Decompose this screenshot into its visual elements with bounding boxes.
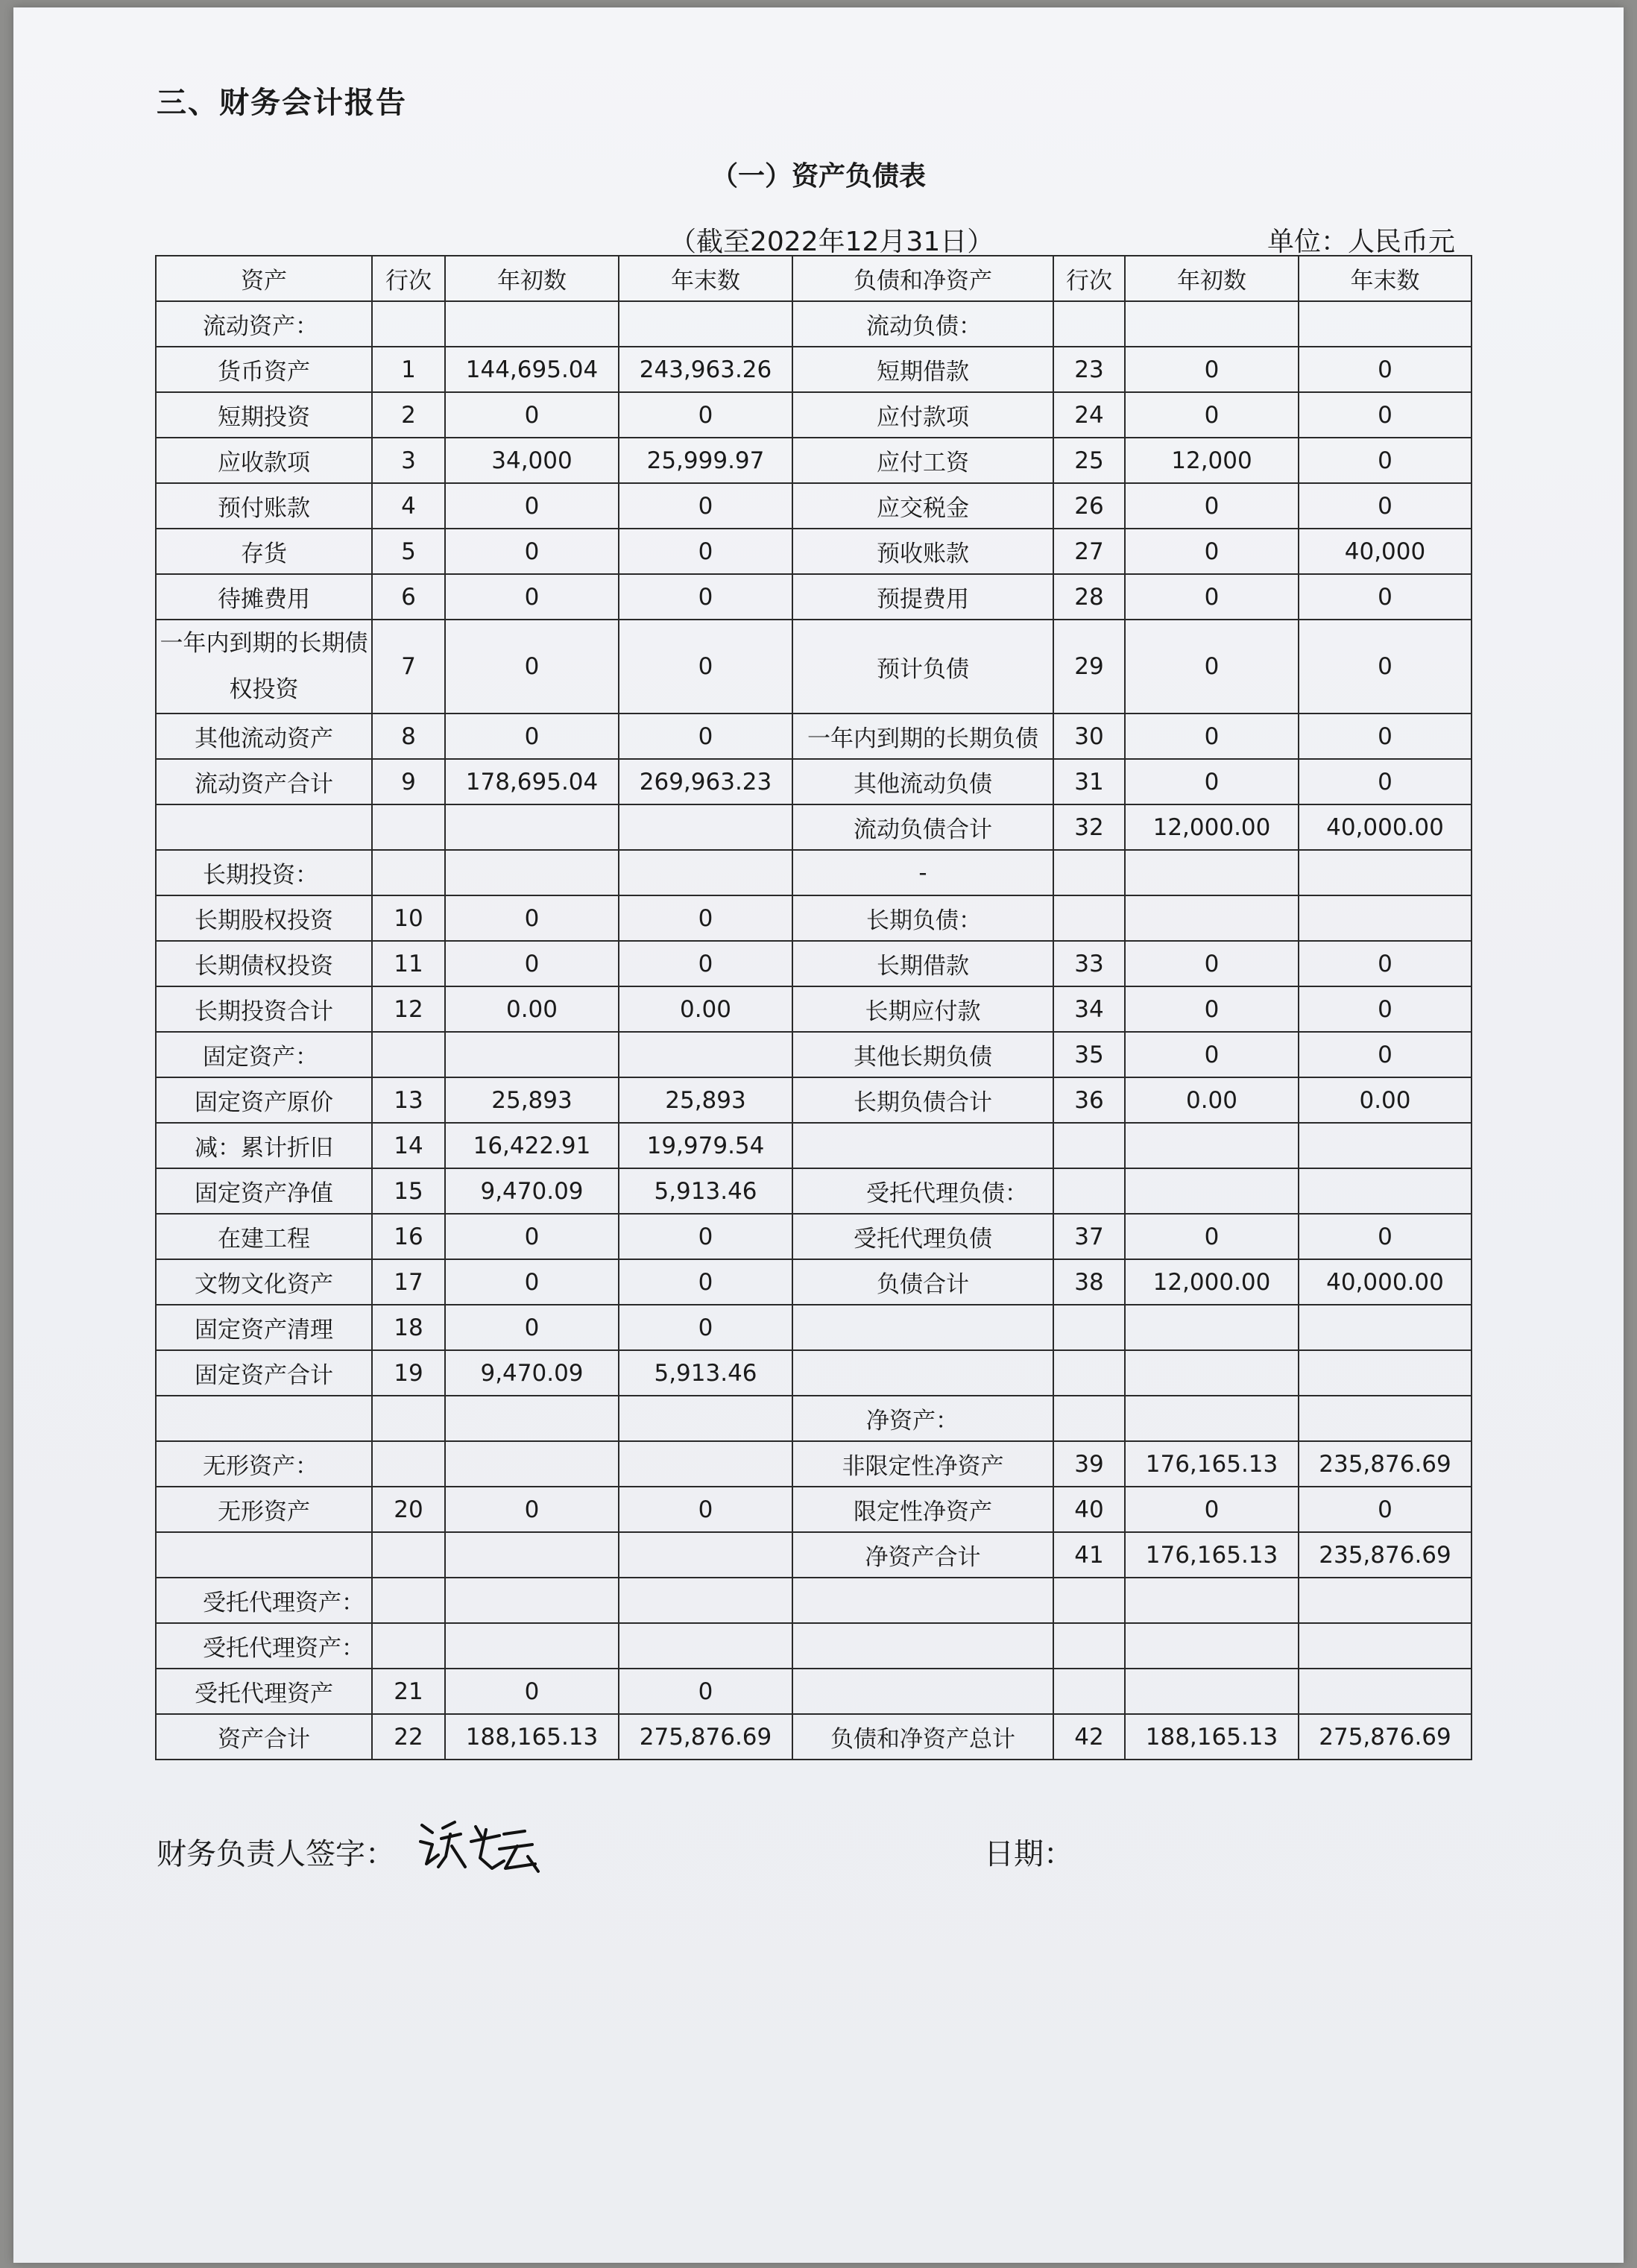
table-cell: 30 [1053, 714, 1125, 759]
table-cell: 20 [372, 1487, 445, 1532]
table-cell: 应付款项 [792, 392, 1053, 438]
table-cell: 16,422.91 [445, 1123, 619, 1168]
table-cell [1125, 1350, 1299, 1396]
table-cell: 0 [1299, 483, 1472, 529]
table-cell: 0 [445, 1259, 619, 1305]
table-cell: 固定资产合计 [156, 1350, 372, 1396]
table-cell: 0 [619, 1669, 792, 1714]
table-cell: 38 [1053, 1259, 1125, 1305]
table-cell: 0 [1299, 941, 1472, 986]
table-cell [1125, 1623, 1299, 1669]
table-cell: 36 [1053, 1077, 1125, 1123]
table-cell [1053, 301, 1125, 347]
table-cell: 0.00 [1125, 1077, 1299, 1123]
table-cell: 0 [1125, 759, 1299, 804]
table-cell: 25 [1053, 438, 1125, 483]
table-cell: 一年内到期的长期负债 [792, 714, 1053, 759]
table-cell: 受托代理负债： [792, 1168, 1053, 1214]
table-cell: 其他长期负债 [792, 1032, 1053, 1077]
table-cell: 流动负债合计 [792, 804, 1053, 850]
table-cell: 12,000.00 [1125, 804, 1299, 850]
table-cell: 12,000 [1125, 438, 1299, 483]
table-row [156, 986, 1472, 1032]
table-cell [1299, 1123, 1472, 1168]
table-cell: 0 [619, 620, 792, 714]
table-cell: 0 [1125, 986, 1299, 1032]
table-cell: 176,165.13 [1125, 1441, 1299, 1487]
table-cell [372, 1396, 445, 1441]
table-cell: 243,963.26 [619, 347, 792, 392]
table-cell: 限定性净资产 [792, 1487, 1053, 1532]
table-cell: 24 [1053, 392, 1125, 438]
table-cell [619, 1532, 792, 1578]
table-cell: 22 [372, 1714, 445, 1760]
table-cell: 固定资产： [156, 1032, 372, 1077]
table-cell [619, 1578, 792, 1623]
table-cell: 0 [619, 392, 792, 438]
table-cell: 178,695.04 [445, 759, 619, 804]
table-cell [1299, 1350, 1472, 1396]
table-cell: 40,000.00 [1299, 1259, 1472, 1305]
table-row [156, 1532, 1472, 1578]
table-cell [1125, 1578, 1299, 1623]
table-cell: 应收款项 [156, 438, 372, 483]
table-cell: 188,165.13 [1125, 1714, 1299, 1760]
table-cell: 负债合计 [792, 1259, 1053, 1305]
table-cell: 2 [372, 392, 445, 438]
table-cell: 0 [1125, 392, 1299, 438]
table-cell: 0 [1125, 941, 1299, 986]
date-label: 日期： [984, 1837, 1073, 1871]
table-cell: 33 [1053, 941, 1125, 986]
table-cell: 0 [445, 941, 619, 986]
table-cell [372, 804, 445, 850]
table-cell: 长期负债合计 [792, 1077, 1053, 1123]
table-cell: 长期借款 [792, 941, 1053, 986]
table-cell [1299, 301, 1472, 347]
currency-unit: 单位：人民币元 [1267, 227, 1455, 257]
table-cell [619, 1441, 792, 1487]
table-cell: 144,695.04 [445, 347, 619, 392]
table-cell [619, 1396, 792, 1441]
table-cell [1053, 850, 1125, 895]
table-cell [1299, 895, 1472, 941]
table-cell: 固定资产清理 [156, 1305, 372, 1350]
table-cell [445, 1396, 619, 1441]
section-title: 三、财务会计报告 [157, 86, 407, 120]
table-cell: 35 [1053, 1032, 1125, 1077]
table-cell: 短期投资 [156, 392, 372, 438]
table-cell: 在建工程 [156, 1214, 372, 1259]
table-cell [792, 1578, 1053, 1623]
table-row [156, 483, 1472, 529]
table-cell: 0 [619, 1214, 792, 1259]
table-cell: 应交税金 [792, 483, 1053, 529]
table-cell [445, 301, 619, 347]
table-cell: 受托代理资产 [156, 1669, 372, 1714]
table-cell: 0 [619, 483, 792, 529]
table-cell [372, 301, 445, 347]
table-cell: 0 [1125, 347, 1299, 392]
table-cell: 长期投资： [156, 850, 372, 895]
table-cell: 负债和净资产总计 [792, 1714, 1053, 1760]
table-cell [792, 1669, 1053, 1714]
table-cell [792, 1350, 1053, 1396]
table-cell: 6 [372, 574, 445, 620]
table-cell [1125, 1168, 1299, 1214]
table-cell: 0 [1125, 1214, 1299, 1259]
table-cell: 40,000.00 [1299, 804, 1472, 850]
table-cell: - [792, 850, 1053, 895]
table-cell [1053, 1623, 1125, 1669]
table-row [156, 392, 1472, 438]
table-cell: 5 [372, 529, 445, 574]
table-cell: 25,999.97 [619, 438, 792, 483]
table-row [156, 1123, 1472, 1168]
table-cell [445, 1532, 619, 1578]
table-cell [445, 804, 619, 850]
table-cell: 0 [619, 895, 792, 941]
table-cell: 受托代理资产： [156, 1623, 372, 1669]
table-cell: 固定资产原价 [156, 1077, 372, 1123]
table-cell [1053, 1669, 1125, 1714]
table-cell: 存货 [156, 529, 372, 574]
table-cell [619, 1032, 792, 1077]
table-cell [619, 850, 792, 895]
table-cell: 3 [372, 438, 445, 483]
table-cell: 0 [1125, 1487, 1299, 1532]
table-row [156, 714, 1472, 759]
table-cell: 0 [1299, 347, 1472, 392]
table-cell [445, 850, 619, 895]
table-cell [1053, 895, 1125, 941]
table-cell: 预计负债 [792, 620, 1053, 714]
table-cell [1125, 895, 1299, 941]
table-cell [1053, 1168, 1125, 1214]
table-cell: 13 [372, 1077, 445, 1123]
table-cell [1053, 1350, 1125, 1396]
table-cell: 10 [372, 895, 445, 941]
table-row [156, 1350, 1472, 1396]
table-cell [1125, 1123, 1299, 1168]
table-cell: 受托代理资产： [156, 1578, 372, 1623]
table-cell: 37 [1053, 1214, 1125, 1259]
table-row [156, 1214, 1472, 1259]
table-cell [1299, 1396, 1472, 1441]
table-cell [1125, 1305, 1299, 1350]
table-cell [372, 850, 445, 895]
table-cell: 0 [1125, 714, 1299, 759]
table-cell [372, 1623, 445, 1669]
table-cell [372, 1532, 445, 1578]
table-cell: 27 [1053, 529, 1125, 574]
table-row [156, 804, 1472, 850]
table-cell: 18 [372, 1305, 445, 1350]
table-cell: 长期投资合计 [156, 986, 372, 1032]
table-cell: 受托代理负债 [792, 1214, 1053, 1259]
table-cell: 0 [1125, 620, 1299, 714]
table-cell: 流动资产合计 [156, 759, 372, 804]
handwritten-signature [416, 1812, 543, 1879]
table-cell: 固定资产净值 [156, 1168, 372, 1214]
table-cell: 预提费用 [792, 574, 1053, 620]
table-cell: 34,000 [445, 438, 619, 483]
header-cell: 年末数 [619, 256, 792, 301]
table-cell: 0 [1125, 529, 1299, 574]
table-cell: 4 [372, 483, 445, 529]
table-cell: 12 [372, 986, 445, 1032]
table-cell [372, 1441, 445, 1487]
header-cell: 年初数 [1125, 256, 1299, 301]
header-cell: 行次 [1053, 256, 1125, 301]
table-cell: 文物文化资产 [156, 1259, 372, 1305]
header-cell: 年末数 [1299, 256, 1472, 301]
table-cell: 0 [1125, 1032, 1299, 1077]
table-cell: 40,000 [1299, 529, 1472, 574]
table-cell: 29 [1053, 620, 1125, 714]
table-cell: 25,893 [445, 1077, 619, 1123]
table-cell: 41 [1053, 1532, 1125, 1578]
table-cell: 34 [1053, 986, 1125, 1032]
table-cell [1053, 1123, 1125, 1168]
table-cell: 1 [372, 347, 445, 392]
table-cell: 28 [1053, 574, 1125, 620]
table-cell [156, 804, 372, 850]
table-cell: 预付账款 [156, 483, 372, 529]
table-cell [619, 301, 792, 347]
table-cell: 0 [445, 1487, 619, 1532]
table-cell: 21 [372, 1669, 445, 1714]
table-cell: 0 [1299, 759, 1472, 804]
table-cell [1299, 1168, 1472, 1214]
table-cell: 其他流动负债 [792, 759, 1053, 804]
table-cell: 5,913.46 [619, 1350, 792, 1396]
table-cell: 0.00 [619, 986, 792, 1032]
table-cell: 0 [445, 1669, 619, 1714]
table-cell: 长期债权投资 [156, 941, 372, 986]
table-title: （一）资产负债表 [710, 161, 926, 192]
table-cell: 流动负债： [792, 301, 1053, 347]
paper-sheet [13, 7, 1624, 2263]
table-cell: 0 [619, 941, 792, 986]
table-cell: 269,963.23 [619, 759, 792, 804]
table-cell [792, 1623, 1053, 1669]
table-cell: 17 [372, 1259, 445, 1305]
table-cell: 0 [1125, 574, 1299, 620]
table-cell: 预收账款 [792, 529, 1053, 574]
table-cell: 11 [372, 941, 445, 986]
table-cell: 0 [445, 529, 619, 574]
table-cell [156, 1396, 372, 1441]
table-cell: 其他流动资产 [156, 714, 372, 759]
table-cell: 275,876.69 [1299, 1714, 1472, 1760]
table-cell: 188,165.13 [445, 1714, 619, 1760]
table-cell: 39 [1053, 1441, 1125, 1487]
table-cell: 0 [619, 574, 792, 620]
table-cell: 0 [445, 1214, 619, 1259]
table-cell [445, 1441, 619, 1487]
table-cell [1299, 850, 1472, 895]
report-date: （截至2022年12月31日） [669, 227, 994, 257]
table-cell: 0 [445, 392, 619, 438]
table-cell: 资产合计 [156, 1714, 372, 1760]
table-row [156, 1259, 1472, 1305]
table-cell: 40 [1053, 1487, 1125, 1532]
table-cell: 19,979.54 [619, 1123, 792, 1168]
table-cell: 流动资产： [156, 301, 372, 347]
table-cell: 23 [1053, 347, 1125, 392]
table-row [156, 1441, 1472, 1487]
table-cell [1053, 1396, 1125, 1441]
table-cell: 0 [1299, 986, 1472, 1032]
table-cell: 0 [619, 529, 792, 574]
table-cell: 0 [1299, 392, 1472, 438]
table-cell [792, 1123, 1053, 1168]
header-cell: 年初数 [445, 256, 619, 301]
table-cell: 0 [1299, 1487, 1472, 1532]
table-cell: 0 [1299, 438, 1472, 483]
table-cell [372, 1032, 445, 1077]
table-cell: 9 [372, 759, 445, 804]
table-cell: 长期负债： [792, 895, 1053, 941]
table-cell: 0 [445, 620, 619, 714]
table-cell [1125, 1669, 1299, 1714]
table-cell: 16 [372, 1214, 445, 1259]
table-row [156, 574, 1472, 620]
table-cell: 42 [1053, 1714, 1125, 1760]
table-cell: 0 [445, 483, 619, 529]
table-cell: 9,470.09 [445, 1168, 619, 1214]
table-cell [156, 1532, 372, 1578]
table-cell: 275,876.69 [619, 1714, 792, 1760]
table-row [156, 1714, 1472, 1760]
table-row [156, 347, 1472, 392]
table-cell: 235,876.69 [1299, 1532, 1472, 1578]
table-cell [445, 1032, 619, 1077]
table-cell [1125, 1396, 1299, 1441]
table-cell: 0 [1299, 574, 1472, 620]
table-row [156, 1032, 1472, 1077]
table-row [156, 941, 1472, 986]
table-cell: 0 [445, 574, 619, 620]
table-cell [619, 1623, 792, 1669]
table-cell: 235,876.69 [1299, 1441, 1472, 1487]
table-cell: 25,893 [619, 1077, 792, 1123]
table-cell [1299, 1669, 1472, 1714]
table-cell: 26 [1053, 483, 1125, 529]
table-cell: 7 [372, 620, 445, 714]
table-cell: 减：累计折旧 [156, 1123, 372, 1168]
table-cell: 0.00 [1299, 1077, 1472, 1123]
table-cell [1299, 1305, 1472, 1350]
table-row [156, 1487, 1472, 1532]
table-cell [1125, 850, 1299, 895]
table-cell: 净资产： [792, 1396, 1053, 1441]
table-cell: 长期股权投资 [156, 895, 372, 941]
table-header-row [156, 256, 1472, 301]
table-cell: 0 [1299, 620, 1472, 714]
table-row [156, 1305, 1472, 1350]
table-cell: 14 [372, 1123, 445, 1168]
table-cell [1125, 301, 1299, 347]
table-cell: 9,470.09 [445, 1350, 619, 1396]
table-cell [1053, 1578, 1125, 1623]
table-row [156, 850, 1472, 895]
header-cell: 行次 [372, 256, 445, 301]
table-cell [1053, 1305, 1125, 1350]
table-row [156, 895, 1472, 941]
table-row [156, 529, 1472, 574]
table-cell: 非限定性净资产 [792, 1441, 1053, 1487]
table-cell: 8 [372, 714, 445, 759]
table-cell [619, 804, 792, 850]
table-cell [792, 1305, 1053, 1350]
signer-label: 财务负责人签字： [157, 1837, 395, 1871]
table-row [156, 759, 1472, 804]
table-cell: 0.00 [445, 986, 619, 1032]
table-cell: 176,165.13 [1125, 1532, 1299, 1578]
header-cell: 资产 [156, 256, 372, 301]
table-row [156, 301, 1472, 347]
table-cell: 0 [1299, 1214, 1472, 1259]
table-row [156, 1623, 1472, 1669]
table-cell: 19 [372, 1350, 445, 1396]
table-cell: 31 [1053, 759, 1125, 804]
table-cell: 0 [619, 1259, 792, 1305]
table-cell: 0 [445, 1305, 619, 1350]
table-cell: 短期借款 [792, 347, 1053, 392]
table-cell: 应付工资 [792, 438, 1053, 483]
table-row [156, 1578, 1472, 1623]
table-cell: 一年内到期的长期债权投资 [156, 620, 372, 714]
table-cell: 0 [445, 714, 619, 759]
table-row [156, 1669, 1472, 1714]
table-cell: 32 [1053, 804, 1125, 850]
table-cell [1299, 1623, 1472, 1669]
table-cell [445, 1623, 619, 1669]
table-cell: 净资产合计 [792, 1532, 1053, 1578]
table-cell: 无形资产： [156, 1441, 372, 1487]
table-cell: 无形资产 [156, 1487, 372, 1532]
table-row [156, 1168, 1472, 1214]
table-cell: 0 [1125, 483, 1299, 529]
table-cell: 5,913.46 [619, 1168, 792, 1214]
table-row [156, 1396, 1472, 1441]
table-cell [445, 1578, 619, 1623]
table-row [156, 1077, 1472, 1123]
table-cell: 0 [619, 714, 792, 759]
table-cell: 0 [619, 1305, 792, 1350]
table-cell: 12,000.00 [1125, 1259, 1299, 1305]
header-cell: 负债和净资产 [792, 256, 1053, 301]
table-row [156, 438, 1472, 483]
table-cell: 0 [1299, 714, 1472, 759]
table-row [156, 620, 1472, 714]
table-cell: 0 [619, 1487, 792, 1532]
table-cell: 15 [372, 1168, 445, 1214]
table-cell [372, 1578, 445, 1623]
table-cell: 0 [1299, 1032, 1472, 1077]
table-cell [1299, 1578, 1472, 1623]
balance-sheet-table [155, 255, 1472, 1760]
table-cell: 0 [445, 895, 619, 941]
table-cell: 待摊费用 [156, 574, 372, 620]
table-cell: 货币资产 [156, 347, 372, 392]
table-cell: 长期应付款 [792, 986, 1053, 1032]
